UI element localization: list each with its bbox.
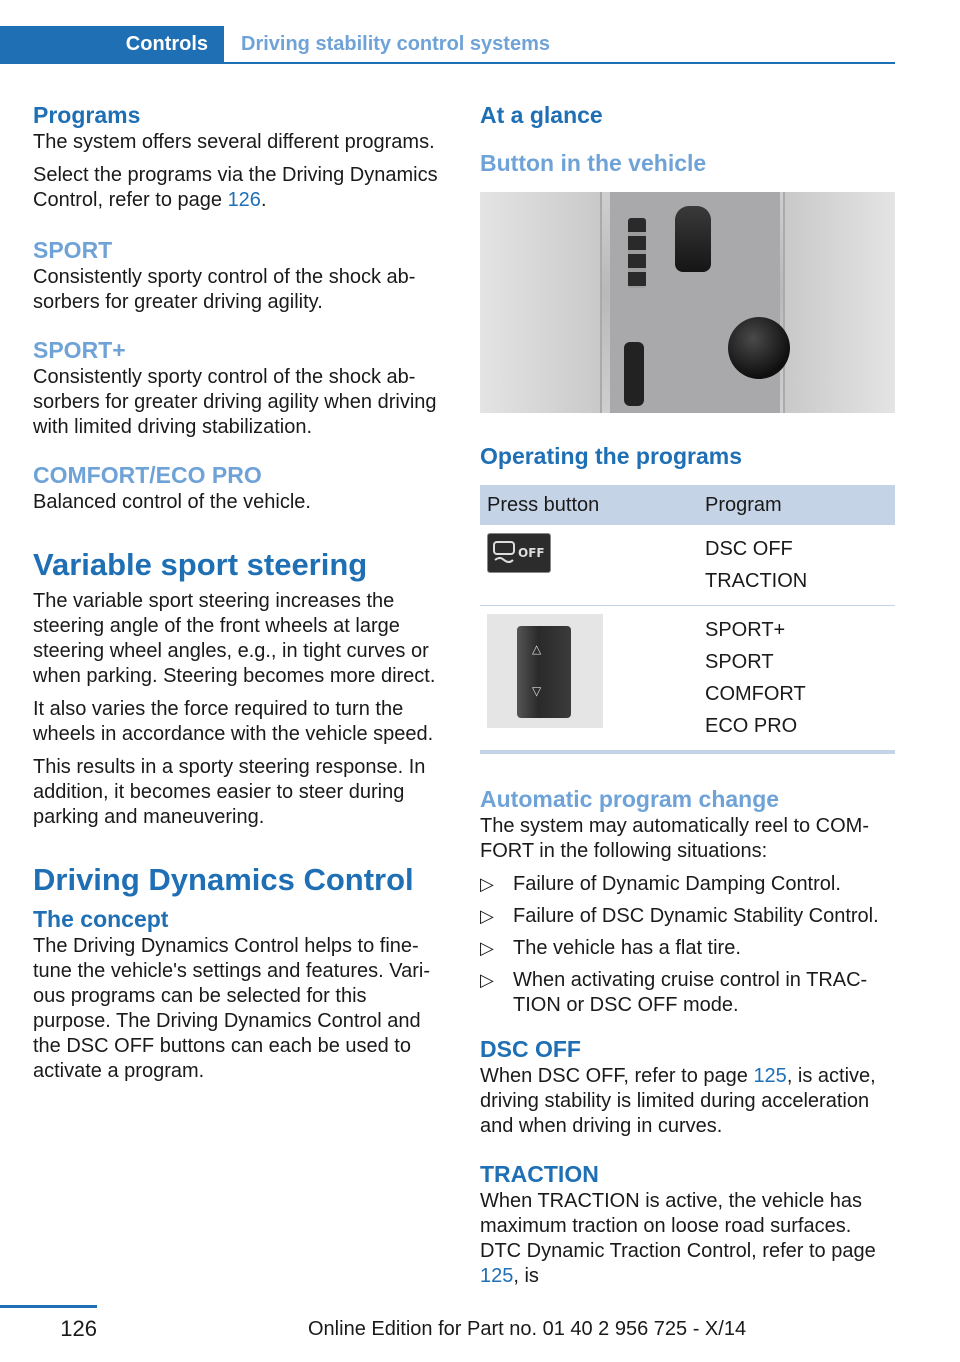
page-link-125[interactable]: 125 bbox=[753, 1065, 787, 1087]
parking-brake bbox=[624, 342, 644, 406]
program-sportplus: SPORT+ bbox=[705, 619, 786, 641]
down-arrow-icon: ▽ bbox=[532, 684, 542, 698]
driving-dynamics-control-heading: Driving Dynamics Control bbox=[33, 862, 414, 897]
dsc-off-text-start: When DSC OFF, refer to page bbox=[480, 1065, 754, 1087]
list-item bbox=[480, 904, 895, 929]
automatic-program-change-heading: Automatic program change bbox=[480, 786, 780, 812]
program-comfort: COMFORT bbox=[705, 683, 806, 705]
list-item-text: Failure of Dynamic Damping Control. bbox=[513, 873, 841, 895]
vss-paragraph-3: This results in a sporty steering response. In addition, it becomes easier to steer during parking and maneuvering. bbox=[33, 756, 426, 828]
chapter-tab[interactable]: Controls bbox=[0, 26, 224, 62]
dsc-off-heading: DSC OFF bbox=[480, 1036, 581, 1062]
edition-note: Online Edition for Part no. 01 40 2 956 725 - X/14 bbox=[308, 1318, 747, 1340]
concept-heading: The concept bbox=[33, 906, 169, 932]
gear-selector bbox=[675, 206, 711, 272]
list-item bbox=[480, 968, 895, 1018]
programs-paragraph-2-text: Select the programs via the Driving Dynamics Control, refer to page bbox=[33, 164, 438, 211]
dsc-off-text bbox=[480, 1064, 895, 1139]
section-title: Driving stability control systems bbox=[241, 33, 550, 55]
seat-left bbox=[480, 192, 602, 413]
bullet-triangle-icon: ▷ bbox=[480, 970, 494, 990]
page-link-125[interactable]: 125 bbox=[480, 1265, 514, 1287]
list-item-text: Failure of DSC Dynamic Stability Control. bbox=[513, 905, 879, 927]
list-item-text: The vehicle has a flat tire. bbox=[513, 937, 741, 959]
table-header-press-button: Press button bbox=[480, 485, 698, 525]
programs-heading: Programs bbox=[33, 102, 141, 128]
traction-text-end: , is bbox=[513, 1265, 539, 1287]
table-row bbox=[480, 606, 895, 753]
right-column bbox=[480, 100, 895, 1297]
console-buttons bbox=[628, 218, 646, 288]
table-header-row bbox=[480, 485, 895, 525]
table-cell-icon bbox=[480, 606, 698, 753]
program-dsc-off: DSC OFF bbox=[705, 538, 793, 560]
table-cell-programs bbox=[698, 525, 895, 606]
programs-paragraph-1: The system offers several different programs. bbox=[33, 131, 435, 153]
program-traction: TRACTION bbox=[705, 570, 808, 592]
vss-paragraph-2: It also varies the force required to turn the wheels in accordance with the vehicle speed. bbox=[33, 698, 434, 745]
sportplus-heading: SPORT+ bbox=[33, 337, 126, 363]
programs-paragraph-2-end: . bbox=[260, 189, 267, 211]
list-item bbox=[480, 872, 895, 897]
traction-text bbox=[480, 1189, 895, 1289]
comfort-text: Balanced control of the vehicle. bbox=[33, 491, 311, 513]
table-cell-icon bbox=[480, 525, 698, 606]
seat-right bbox=[783, 192, 895, 413]
svg-text:OFF: OFF bbox=[518, 546, 545, 560]
sport-heading: SPORT bbox=[33, 237, 113, 263]
sport-text: Consistently sporty control of the shock ab-sorbers for greater driving agility. bbox=[33, 266, 416, 313]
vss-paragraph-1: The variable sport steering increases the steering angle of the front wheels at large steering wheel angles, e.g., in tight curves or when parking. Steering becomes more direct. bbox=[33, 590, 436, 687]
bullet-triangle-icon: ▷ bbox=[480, 874, 494, 894]
sportplus-text: Consistently sporty control of the shock ab-sorbers for greater driving agility when driving with limited driving stabilization. bbox=[33, 366, 437, 438]
variable-sport-steering-heading: Variable sport steering bbox=[33, 547, 368, 582]
idrive-controller bbox=[728, 317, 790, 379]
bullet-triangle-icon: ▷ bbox=[480, 906, 494, 926]
page-link-126[interactable]: 126 bbox=[227, 189, 261, 211]
bullet-triangle-icon: ▷ bbox=[480, 938, 494, 958]
programs-table bbox=[480, 485, 895, 754]
button-in-vehicle-heading: Button in the vehicle bbox=[480, 150, 707, 176]
program-eco-pro: ECO PRO bbox=[705, 715, 798, 737]
automatic-change-text: The system may automatically reel to COM-FORT in the following situations: bbox=[480, 815, 869, 862]
traction-text-start: When TRACTION is active, the vehicle has maximum traction on loose road surfaces. DTC Dynamic Traction Control, refer to page bbox=[480, 1190, 876, 1262]
list-item-text: When activating cruise control in TRAC-TION or DSC OFF mode. bbox=[513, 969, 868, 1016]
vehicle-console-photo bbox=[480, 192, 895, 413]
driving-dynamics-switch-icon bbox=[487, 614, 603, 728]
comfort-heading: COMFORT/ECO PRO bbox=[33, 462, 262, 488]
at-a-glance-heading: At a glance bbox=[480, 102, 603, 128]
page-number: 126 bbox=[60, 1316, 97, 1341]
operating-programs-heading: Operating the programs bbox=[480, 443, 742, 469]
situation-list bbox=[480, 872, 895, 1018]
dsc-off-button-icon bbox=[487, 533, 551, 573]
traction-heading: TRACTION bbox=[480, 1161, 599, 1187]
concept-text: The Driving Dynamics Control helps to fine-tune the vehicle's settings and features. Vari-ous programs can be selected for this purpose. The Driving Dynamics Control and the DSC OFF buttons can each be used to activate a program. bbox=[33, 935, 431, 1082]
dsc-off-text-end: , is active, driving stability is limited during acceleration and when driving in curves. bbox=[480, 1065, 876, 1137]
table-row bbox=[480, 525, 895, 606]
footer-rule bbox=[0, 1305, 97, 1308]
table-header-program: Program bbox=[698, 485, 895, 525]
programs-paragraph-2 bbox=[33, 163, 448, 213]
up-arrow-icon: △ bbox=[532, 642, 542, 656]
left-column bbox=[33, 100, 448, 1092]
table-cell-programs bbox=[698, 606, 895, 753]
list-item bbox=[480, 936, 895, 961]
program-sport: SPORT bbox=[705, 651, 774, 673]
